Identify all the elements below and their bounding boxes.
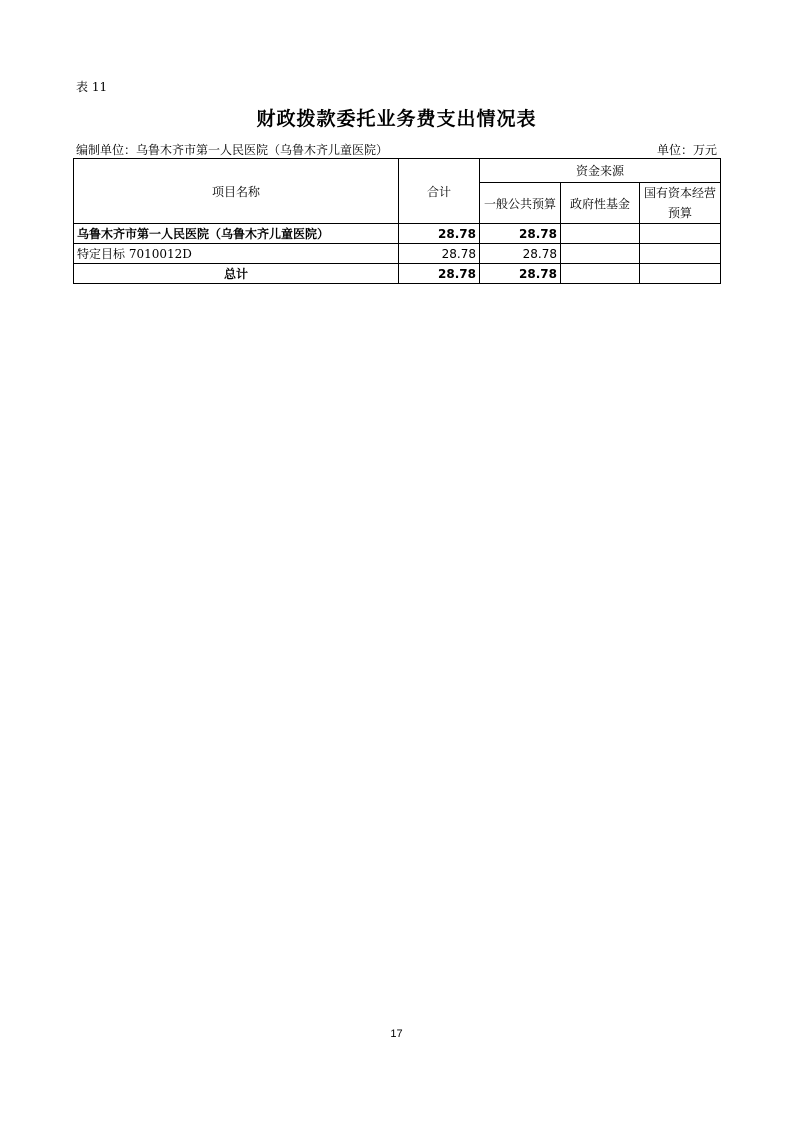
- table-row: [74, 224, 721, 244]
- row-name: 乌鲁木齐市第一人民医院（乌鲁木齐儿童医院）: [74, 224, 399, 244]
- table-row: [74, 244, 721, 264]
- row-general-budget: 28.78: [480, 244, 561, 264]
- header-funding-source: 资金来源: [480, 159, 721, 183]
- header-project-name: 项目名称: [74, 159, 399, 224]
- compiling-unit: 编制单位：乌鲁木齐市第一人民医院（乌鲁木齐儿童医院）: [76, 143, 389, 157]
- row-state-capital: [640, 264, 721, 284]
- document-title: 财政拨款委托业务费支出情况表: [256, 108, 537, 130]
- row-name: 总计: [74, 264, 399, 284]
- header-gov-fund: 政府性基金: [561, 183, 640, 224]
- table-row-total: [74, 264, 721, 284]
- row-state-capital: [640, 244, 721, 264]
- expenditure-table: [73, 158, 721, 284]
- row-general-budget: 28.78: [480, 224, 561, 244]
- row-gov-fund: [561, 224, 640, 244]
- currency-unit: 单位：万元: [656, 143, 717, 157]
- header-state-capital: 国有资本经营预算: [640, 183, 721, 224]
- row-name: 特定目标 7010012D: [74, 244, 399, 264]
- header-general-budget: 一般公共预算: [480, 183, 561, 224]
- row-total: 28.78: [399, 224, 480, 244]
- row-total: 28.78: [399, 244, 480, 264]
- row-state-capital: [640, 224, 721, 244]
- row-general-budget: 28.78: [480, 264, 561, 284]
- row-gov-fund: [561, 264, 640, 284]
- row-total: 28.78: [399, 264, 480, 284]
- table-number: 表 11: [76, 80, 108, 94]
- page-number: 17: [390, 1028, 403, 1040]
- header-total: 合计: [399, 159, 480, 224]
- row-gov-fund: [561, 244, 640, 264]
